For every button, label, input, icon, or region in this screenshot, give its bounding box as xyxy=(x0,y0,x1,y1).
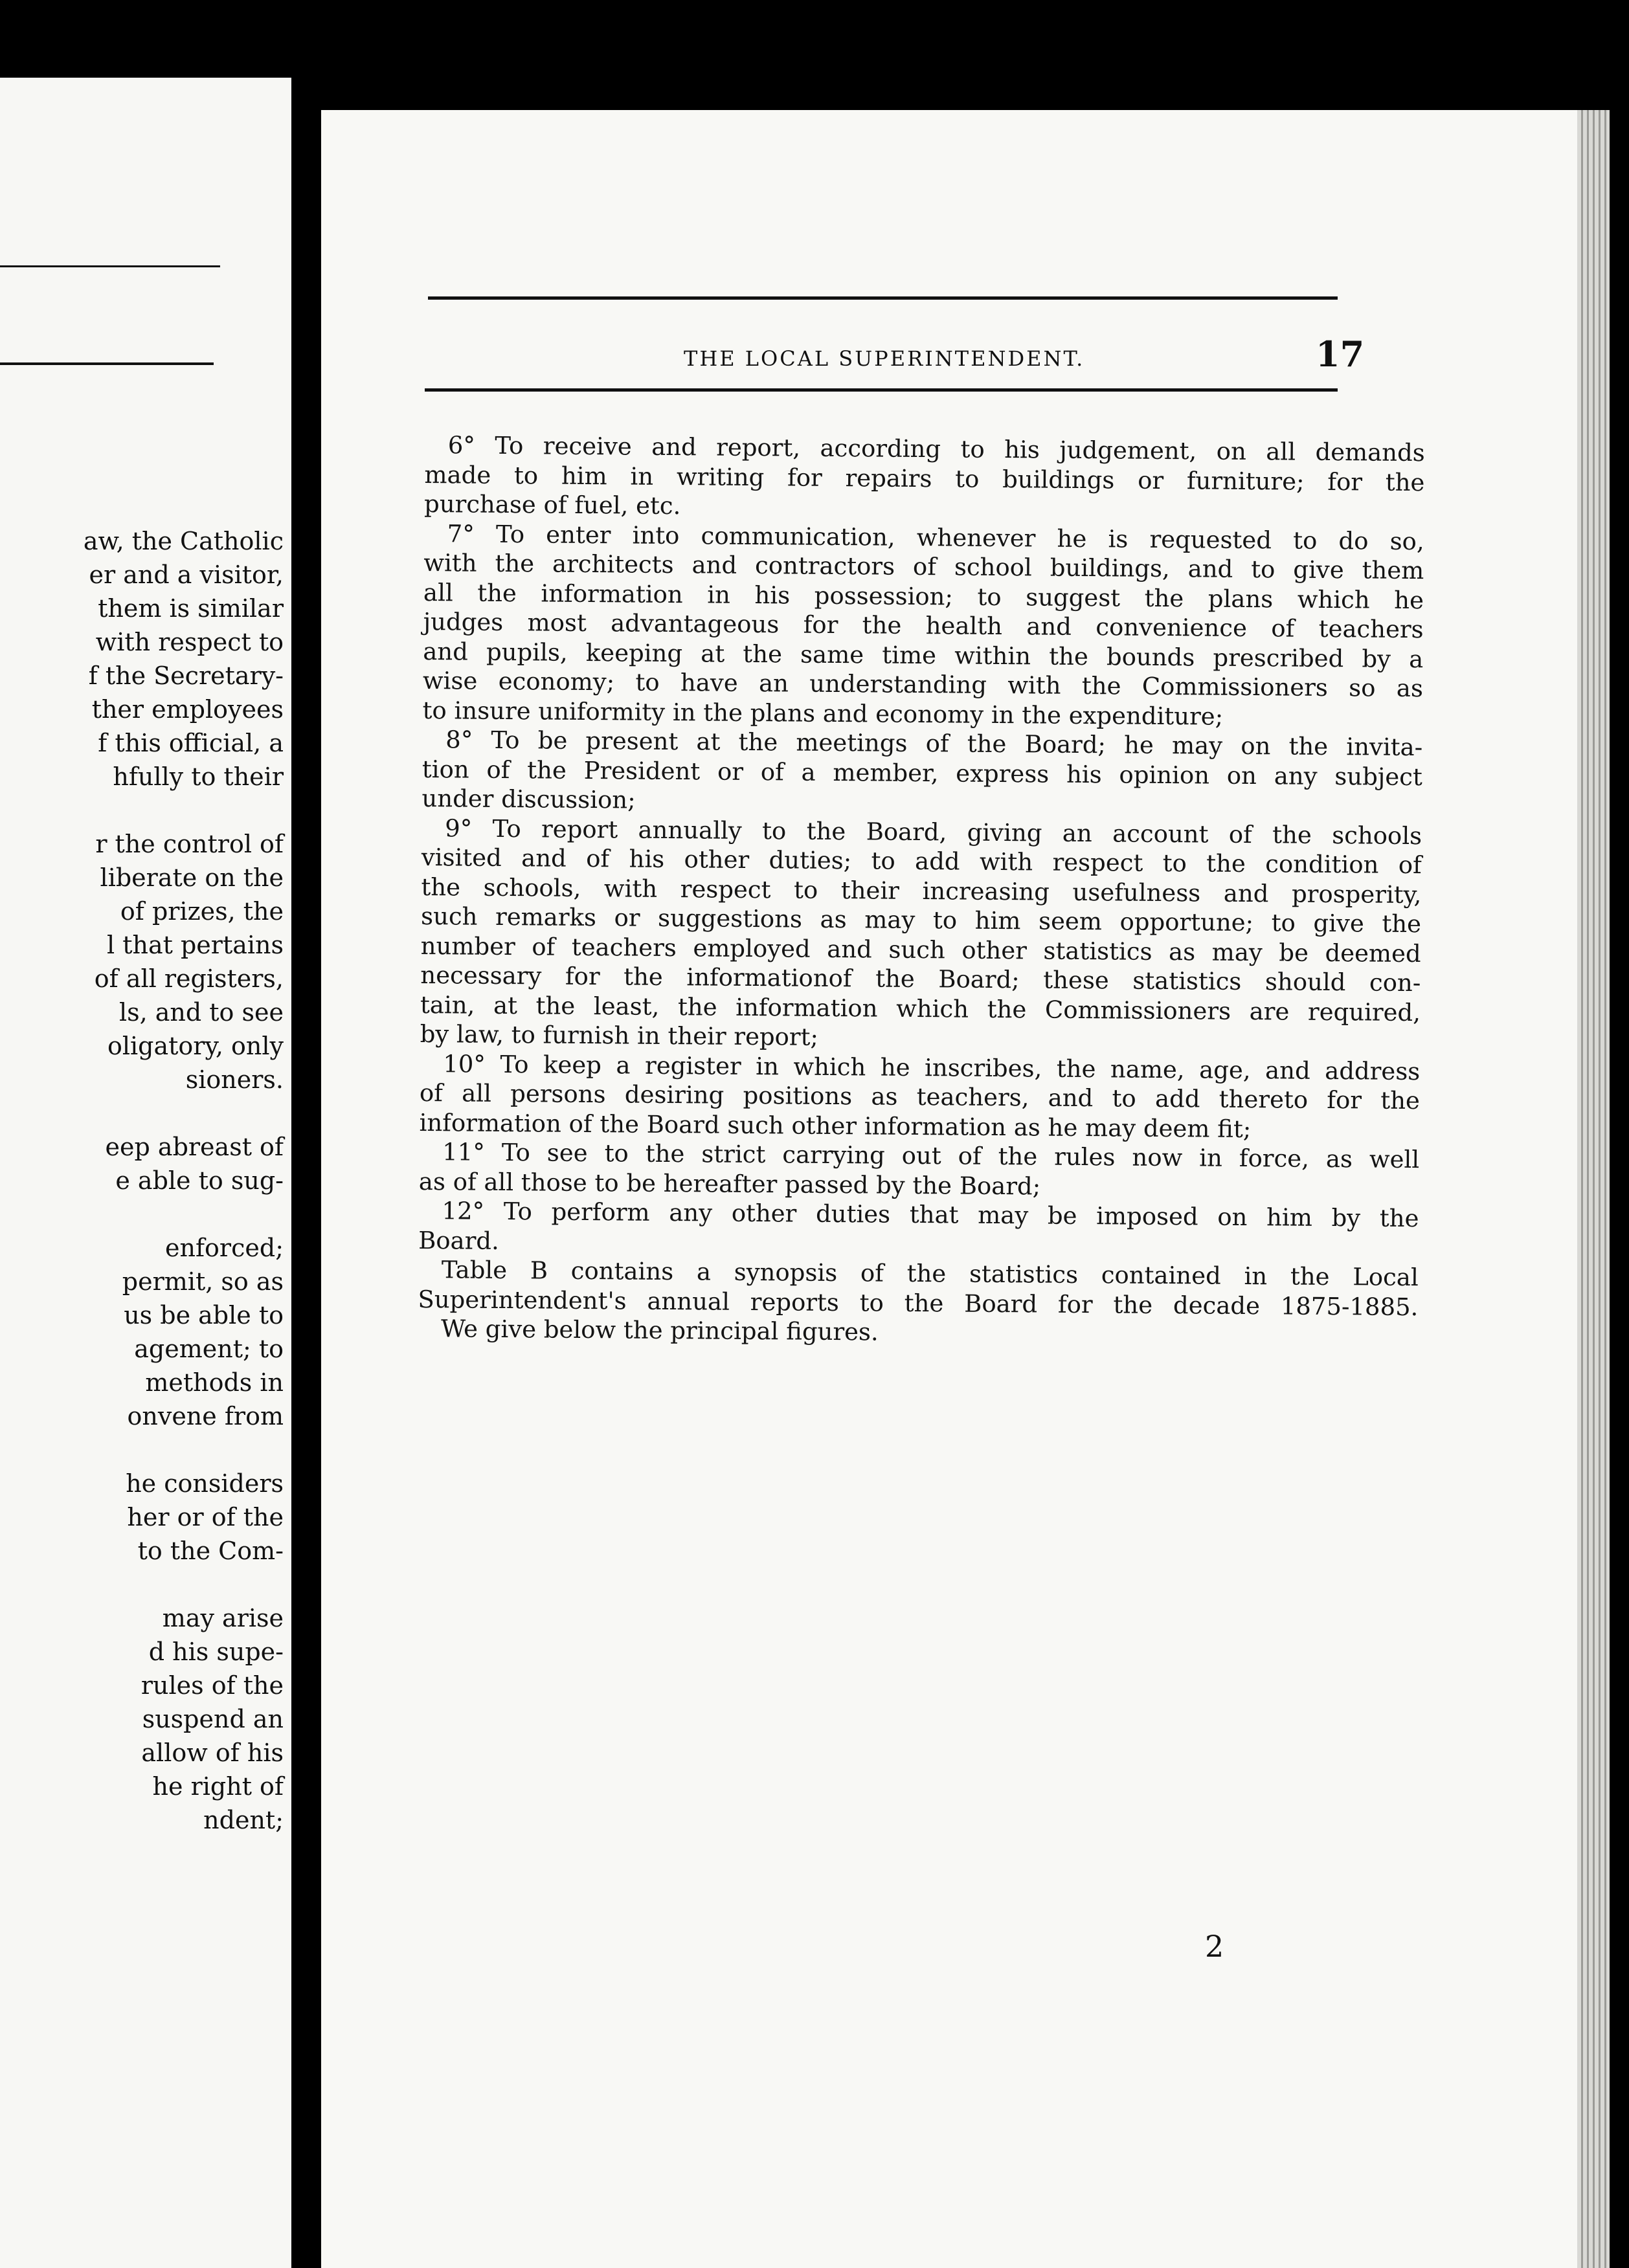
text-line: number of teachers employed and such other statistics as may be deemed xyxy=(420,931,1421,968)
text-line: purchase of fuel, etc. xyxy=(423,489,681,520)
left-page-line xyxy=(12,1568,284,1601)
binding-gutter xyxy=(291,0,321,2268)
left-page-line: them is similar xyxy=(98,594,284,623)
left-page-line: f the Secretary- xyxy=(88,662,284,690)
left-page-line: of prizes, the xyxy=(120,897,284,926)
text-line: 7° To enter into communication, whenever he is requested to do so, xyxy=(447,519,1424,555)
left-page-line: eep abreast of xyxy=(105,1133,284,1161)
text-line: We give below the principal figures. xyxy=(440,1315,879,1346)
text-line: of all persons desiring positions as teachers, and to add thereto for the xyxy=(419,1078,1421,1115)
left-page-top-rule xyxy=(0,265,220,267)
text-line: 11° To see to the strict carrying out of the rules now in force, as well xyxy=(442,1138,1420,1174)
text-line: the schools, with respect to their increasing usefulness and prosperity, xyxy=(421,873,1422,909)
left-page-line: e able to sug- xyxy=(115,1166,284,1195)
left-page-header-rule xyxy=(0,362,214,365)
left-page-line: oligatory, only xyxy=(107,1032,284,1060)
left-page-text-fragments xyxy=(12,524,284,1837)
text-line: under discussion; xyxy=(421,784,636,814)
text-line: 9° To report annually to the Board, giving an account of the schools xyxy=(445,814,1422,850)
header-top-rule xyxy=(428,296,1338,300)
left-page-line: agement; to xyxy=(134,1335,284,1363)
left-page-line: sioners. xyxy=(185,1065,284,1094)
text-line: 10° To keep a register in which he inscribes, the name, age, and address xyxy=(443,1049,1421,1085)
text-line: with the architects and contractors of school buildings, and to give them xyxy=(423,548,1424,585)
text-line: information of the Board such other information as he may deem fit; xyxy=(419,1108,1252,1143)
left-page-line: ls, and to see xyxy=(118,998,284,1027)
facing-page-left xyxy=(0,78,291,2268)
text-line: Board. xyxy=(418,1226,500,1255)
text-line: visited and of his other duties; to add with respect to the condition of xyxy=(421,843,1422,880)
body-text xyxy=(418,430,1425,1351)
left-page-line: suspend an xyxy=(142,1705,284,1733)
left-page-line: rules of the xyxy=(140,1671,284,1700)
text-line: 12° To perform any other duties that may be imposed on him by the xyxy=(442,1197,1419,1233)
left-page-line: methods in xyxy=(145,1368,284,1397)
text-line: Superintendent's annual reports to the Board for the decade 1875-1885. xyxy=(418,1285,1419,1321)
text-line: 8° To be present at the meetings of the Board; he may on the invita- xyxy=(445,726,1423,762)
text-line: Table B contains a synopsis of the statistics contained in the Local xyxy=(441,1256,1419,1292)
left-page-line: onvene from xyxy=(127,1402,284,1430)
left-page-line: enforced; xyxy=(165,1234,284,1262)
left-page-line: er and a visitor, xyxy=(89,561,284,589)
text-line: judges most advantageous for the health and convenience of teachers xyxy=(423,607,1424,644)
text-line: as of all those to be hereafter passed by the Board; xyxy=(418,1167,1041,1201)
page-17 xyxy=(321,110,1610,2268)
left-page-line: l that pertains xyxy=(106,931,284,959)
left-page-line: of all registers, xyxy=(94,964,284,993)
text-line: necessary for the informationof the Board; these statistics should con- xyxy=(420,961,1421,997)
left-page-line xyxy=(12,794,284,827)
left-page-line: f this official, a xyxy=(98,729,284,757)
left-page-line: permit, so as xyxy=(122,1267,284,1296)
left-page-line: aw, the Catholic xyxy=(83,527,284,555)
left-page-line: liberate on the xyxy=(100,863,284,892)
text-line: all the information in his possession; to suggest the plans which he xyxy=(423,578,1424,614)
text-line: and pupils, keeping at the same time within the bounds prescribed by a xyxy=(423,637,1424,673)
text-line: wise economy; to have an understanding with the Commissioners so as xyxy=(422,666,1424,703)
left-page-line: r the control of xyxy=(95,830,284,858)
left-page-line: with respect to xyxy=(95,628,284,656)
left-page-line: us be able to xyxy=(124,1301,284,1329)
page-number: 17 xyxy=(1316,333,1365,375)
left-page-line: her or of the xyxy=(127,1503,284,1531)
left-page-line: hfully to their xyxy=(113,762,284,791)
page-edges xyxy=(1577,110,1610,2268)
text-line: tion of the President or of a member, express his opinion on any subject xyxy=(421,755,1423,791)
left-page-line: d his supe- xyxy=(148,1638,284,1666)
left-page-line: he right of xyxy=(152,1772,284,1801)
left-page-line xyxy=(12,1433,284,1467)
signature-mark: 2 xyxy=(1205,1929,1224,1964)
text-line: made to him in writing for repairs to buildings or furniture; for the xyxy=(424,460,1425,496)
left-page-line xyxy=(12,1197,284,1231)
left-page-line: ndent; xyxy=(203,1806,284,1834)
text-line: by law, to furnish in their report; xyxy=(420,1019,819,1051)
text-line: such remarks or suggestions as may to him seem opportune; to give the xyxy=(420,902,1422,939)
text-line: to insure uniformity in the plans and economy in the expenditure; xyxy=(422,696,1224,731)
left-page-line xyxy=(12,1096,284,1130)
left-page-line: allow of his xyxy=(141,1739,284,1767)
text-line: tain, at the least, the information which the Commissioners are required, xyxy=(420,990,1421,1027)
left-page-line: may arise xyxy=(162,1604,284,1632)
left-page-line: ther employees xyxy=(91,695,284,724)
header-bottom-rule xyxy=(425,388,1338,392)
running-head: THE LOCAL SUPERINTENDENT. xyxy=(684,346,1085,371)
text-line: 6° To receive and report, according to his judgement, on all demands xyxy=(447,431,1425,467)
left-page-line: he considers xyxy=(126,1469,284,1498)
left-page-line: to the Com- xyxy=(137,1537,284,1565)
